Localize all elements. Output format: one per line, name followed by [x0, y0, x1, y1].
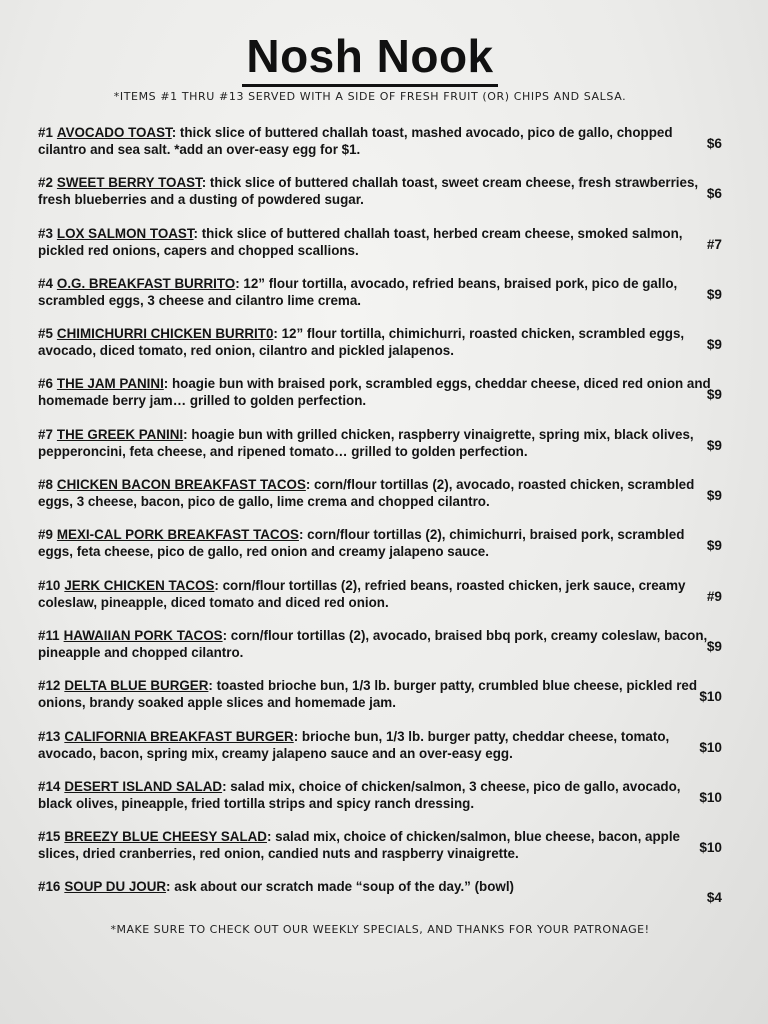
menu-item-description: : salad mix, choice of chicken/salmon, 3 cheese, pico de gallo, avocado, black olives, pineapple, fried tortilla strips and spicy ranch dressing.: [38, 778, 681, 811]
menu-item-description: : hoagie bun with grilled chicken, raspberry vinaigrette, spring mix, black olives, pepperoncini, feta cheese, and ripened tomato… grilled to golden perfection.: [38, 426, 694, 459]
menu-item-description: : toasted brioche bun, 1/3 lb. burger patty, crumbled blue cheese, pickled red onions, brandy soaked apple slices and homemade jam.: [38, 678, 698, 711]
menu-item-name: O.G. BREAKFAST BURRITO: [56, 275, 236, 291]
restaurant-title: [0, 30, 740, 87]
menu-item-price: $9: [706, 286, 722, 302]
menu-item-name: MEXI-CAL PORK BREAKFAST TACOS: [56, 527, 299, 543]
menu-item-name: CHICKEN BACON BREAKFAST TACOS: [56, 477, 306, 493]
menu-item-number: #2: [38, 175, 53, 191]
menu-item-price: $9: [706, 538, 722, 554]
footer-note: *MAKE SURE TO CHECK OUT OUR WEEKLY SPECIALS, AND THANKS FOR YOUR PATRONAGE!: [110, 923, 650, 936]
menu-item-number: #11: [38, 627, 60, 643]
menu-item-text: [38, 225, 718, 259]
menu-item-name: LOX SALMON TOAST: [56, 225, 194, 241]
menu-item-description: : corn/flour tortillas (2), avocado, roasted chicken, scrambled eggs, 3 cheese, bacon, pico de gallo, lime crema and chopped cilantro.: [38, 477, 695, 510]
menu-item: [38, 426, 722, 476]
menu-item: [38, 476, 722, 526]
menu-list: [38, 124, 722, 929]
menu-item-text: [38, 627, 718, 661]
menu-item-name: THE JAM PANINI: [56, 376, 164, 392]
menu-item-number: #14: [38, 778, 61, 794]
menu-item: [38, 627, 722, 677]
menu-item-number: #13: [38, 728, 61, 744]
menu-item-text: [38, 828, 718, 862]
menu-item-name: DESERT ISLAND SALAD: [64, 778, 223, 794]
menu-item: [38, 778, 722, 828]
menu-item-number: #16: [38, 879, 61, 895]
menu-item-name: JERK CHICKEN TACOS: [64, 577, 215, 593]
menu-item: [38, 526, 722, 576]
menu-item: [38, 677, 722, 727]
restaurant-title-text: Nosh Nook: [242, 30, 497, 87]
menu-item-name: THE GREEK PANINI: [56, 426, 184, 442]
menu-item-number: #4: [38, 275, 53, 291]
menu-item-price: $4: [706, 890, 722, 906]
menu-item-description: : thick slice of buttered challah toast, sweet cream cheese, fresh strawberries, fresh blueberries and a dusting of powdered sugar.: [38, 175, 699, 208]
menu-item-price: $10: [699, 789, 722, 805]
menu-item-name: SWEET BERRY TOAST: [56, 175, 202, 191]
menu-item-number: #12: [38, 678, 61, 694]
menu-item-text: [38, 677, 718, 711]
menu-item-number: #7: [38, 426, 53, 442]
menu-item-name: AVOCADO TOAST: [56, 125, 172, 140]
menu-item-name: DELTA BLUE BURGER: [64, 678, 209, 694]
menu-item-number: #3: [38, 225, 53, 241]
menu-item-text: [38, 124, 718, 158]
menu-item-name: CALIFORNIA BREAKFAST BURGER: [64, 728, 294, 744]
menu-item-price: $6: [706, 186, 722, 202]
menu-item-number: #1: [38, 125, 53, 140]
menu-item-description: : thick slice of buttered challah toast, herbed cream cheese, smoked salmon, pickled red onions, capers and chopped scallions.: [38, 225, 683, 258]
menu-item-price: $10: [699, 840, 722, 856]
menu-item: [38, 828, 722, 878]
menu-item-price: $10: [699, 739, 722, 755]
menu-item-text: [38, 325, 718, 359]
menu-item-description: : corn/flour tortillas (2), chimichurri, braised pork, scrambled eggs, feta cheese, pico de gallo, red onion and creamy jalapeno sauce.: [38, 527, 685, 560]
menu-item-description: : 12” flour tortilla, avocado, refried beans, braised pork, pico de gallo, scrambled eggs, 3 cheese and cilantro lime crema.: [38, 275, 678, 308]
menu-item-name: CHIMICHURRI CHICKEN BURRIT0: [56, 326, 274, 342]
menu-item-text: [38, 526, 718, 560]
menu-item-price: $9: [706, 437, 722, 453]
menu-item-description: : corn/flour tortillas (2), avocado, braised bbq pork, creamy coleslaw, bacon, pineapple and chopped cilantro.: [38, 627, 708, 660]
menu-item: [38, 225, 722, 275]
menu-item-text: [38, 476, 718, 510]
menu-item-price: #9: [706, 588, 722, 604]
menu-item-text: [38, 174, 718, 208]
menu-item-number: #15: [38, 829, 61, 845]
menu-item-text: [38, 275, 718, 309]
menu-item: [38, 325, 722, 375]
menu-item: [38, 577, 722, 627]
side-note: *ITEMS #1 THRU #13 SERVED WITH A SIDE OF FRESH FRUIT (OR) CHIPS AND SALSA.: [113, 90, 627, 103]
menu-item: [38, 375, 722, 425]
menu-item-name: BREEZY BLUE CHEESY SALAD: [64, 829, 267, 845]
menu-item-text: [38, 728, 718, 762]
menu-item: [38, 174, 722, 224]
menu-item-price: #7: [706, 236, 722, 252]
menu-item-price: $9: [706, 337, 722, 353]
menu-item-text: [38, 778, 718, 812]
menu-item-text: [38, 375, 718, 409]
menu-item-description: : salad mix, choice of chicken/salmon, blue cheese, bacon, apple slices, dried cranberries, red onion, candied nuts and raspberry vinaigrette.: [38, 829, 681, 862]
menu-item-number: #5: [38, 326, 53, 342]
menu-item-price: $6: [706, 136, 722, 151]
menu-item-text: [38, 577, 718, 611]
menu-item-price: $10: [699, 689, 722, 705]
menu-item-number: #9: [38, 527, 53, 543]
menu-item-price: $9: [706, 387, 722, 403]
menu-item-description: : corn/flour tortillas (2), refried beans, roasted chicken, jerk sauce, creamy coleslaw, pineapple, diced tomato and diced red onion.: [38, 577, 686, 610]
menu-item: [38, 275, 722, 325]
menu-item: [38, 728, 722, 778]
menu-item-description: : 12” flour tortilla, chimichurri, roasted chicken, scrambled eggs, avocado, diced tomato, red onion, cilantro and pickled jalapenos.: [38, 326, 685, 359]
menu-item-number: #6: [38, 376, 53, 392]
menu-item-number: #10: [38, 577, 61, 593]
menu-item-name: HAWAIIAN PORK TACOS: [63, 627, 223, 643]
menu-item-description: : hoagie bun with braised pork, scrambled eggs, cheddar cheese, diced red onion and homemade berry jam… grilled to golden perfection.: [38, 376, 711, 409]
menu-item-text: [38, 878, 718, 895]
menu-item-description: : ask about our scratch made “soup of the day.” (bowl): [166, 879, 515, 895]
menu-item-price: $9: [706, 638, 722, 654]
menu-item-text: [38, 426, 718, 460]
menu-item-price: $9: [706, 488, 722, 504]
menu-item-description: : brioche bun, 1/3 lb. burger patty, cheddar cheese, tomato, avocado, bacon, spring mix, creamy jalapeno sauce and an over-easy egg.: [38, 728, 670, 761]
menu-item: [38, 124, 722, 174]
menu-item-name: SOUP DU JOUR: [64, 879, 167, 895]
menu-item-description: : thick slice of buttered challah toast, mashed avocado, pico de gallo, chopped cilantro and sea salt. *add an over-easy egg for $1.: [38, 125, 673, 157]
menu-item-number: #8: [38, 477, 53, 493]
menu-item: [38, 878, 722, 928]
